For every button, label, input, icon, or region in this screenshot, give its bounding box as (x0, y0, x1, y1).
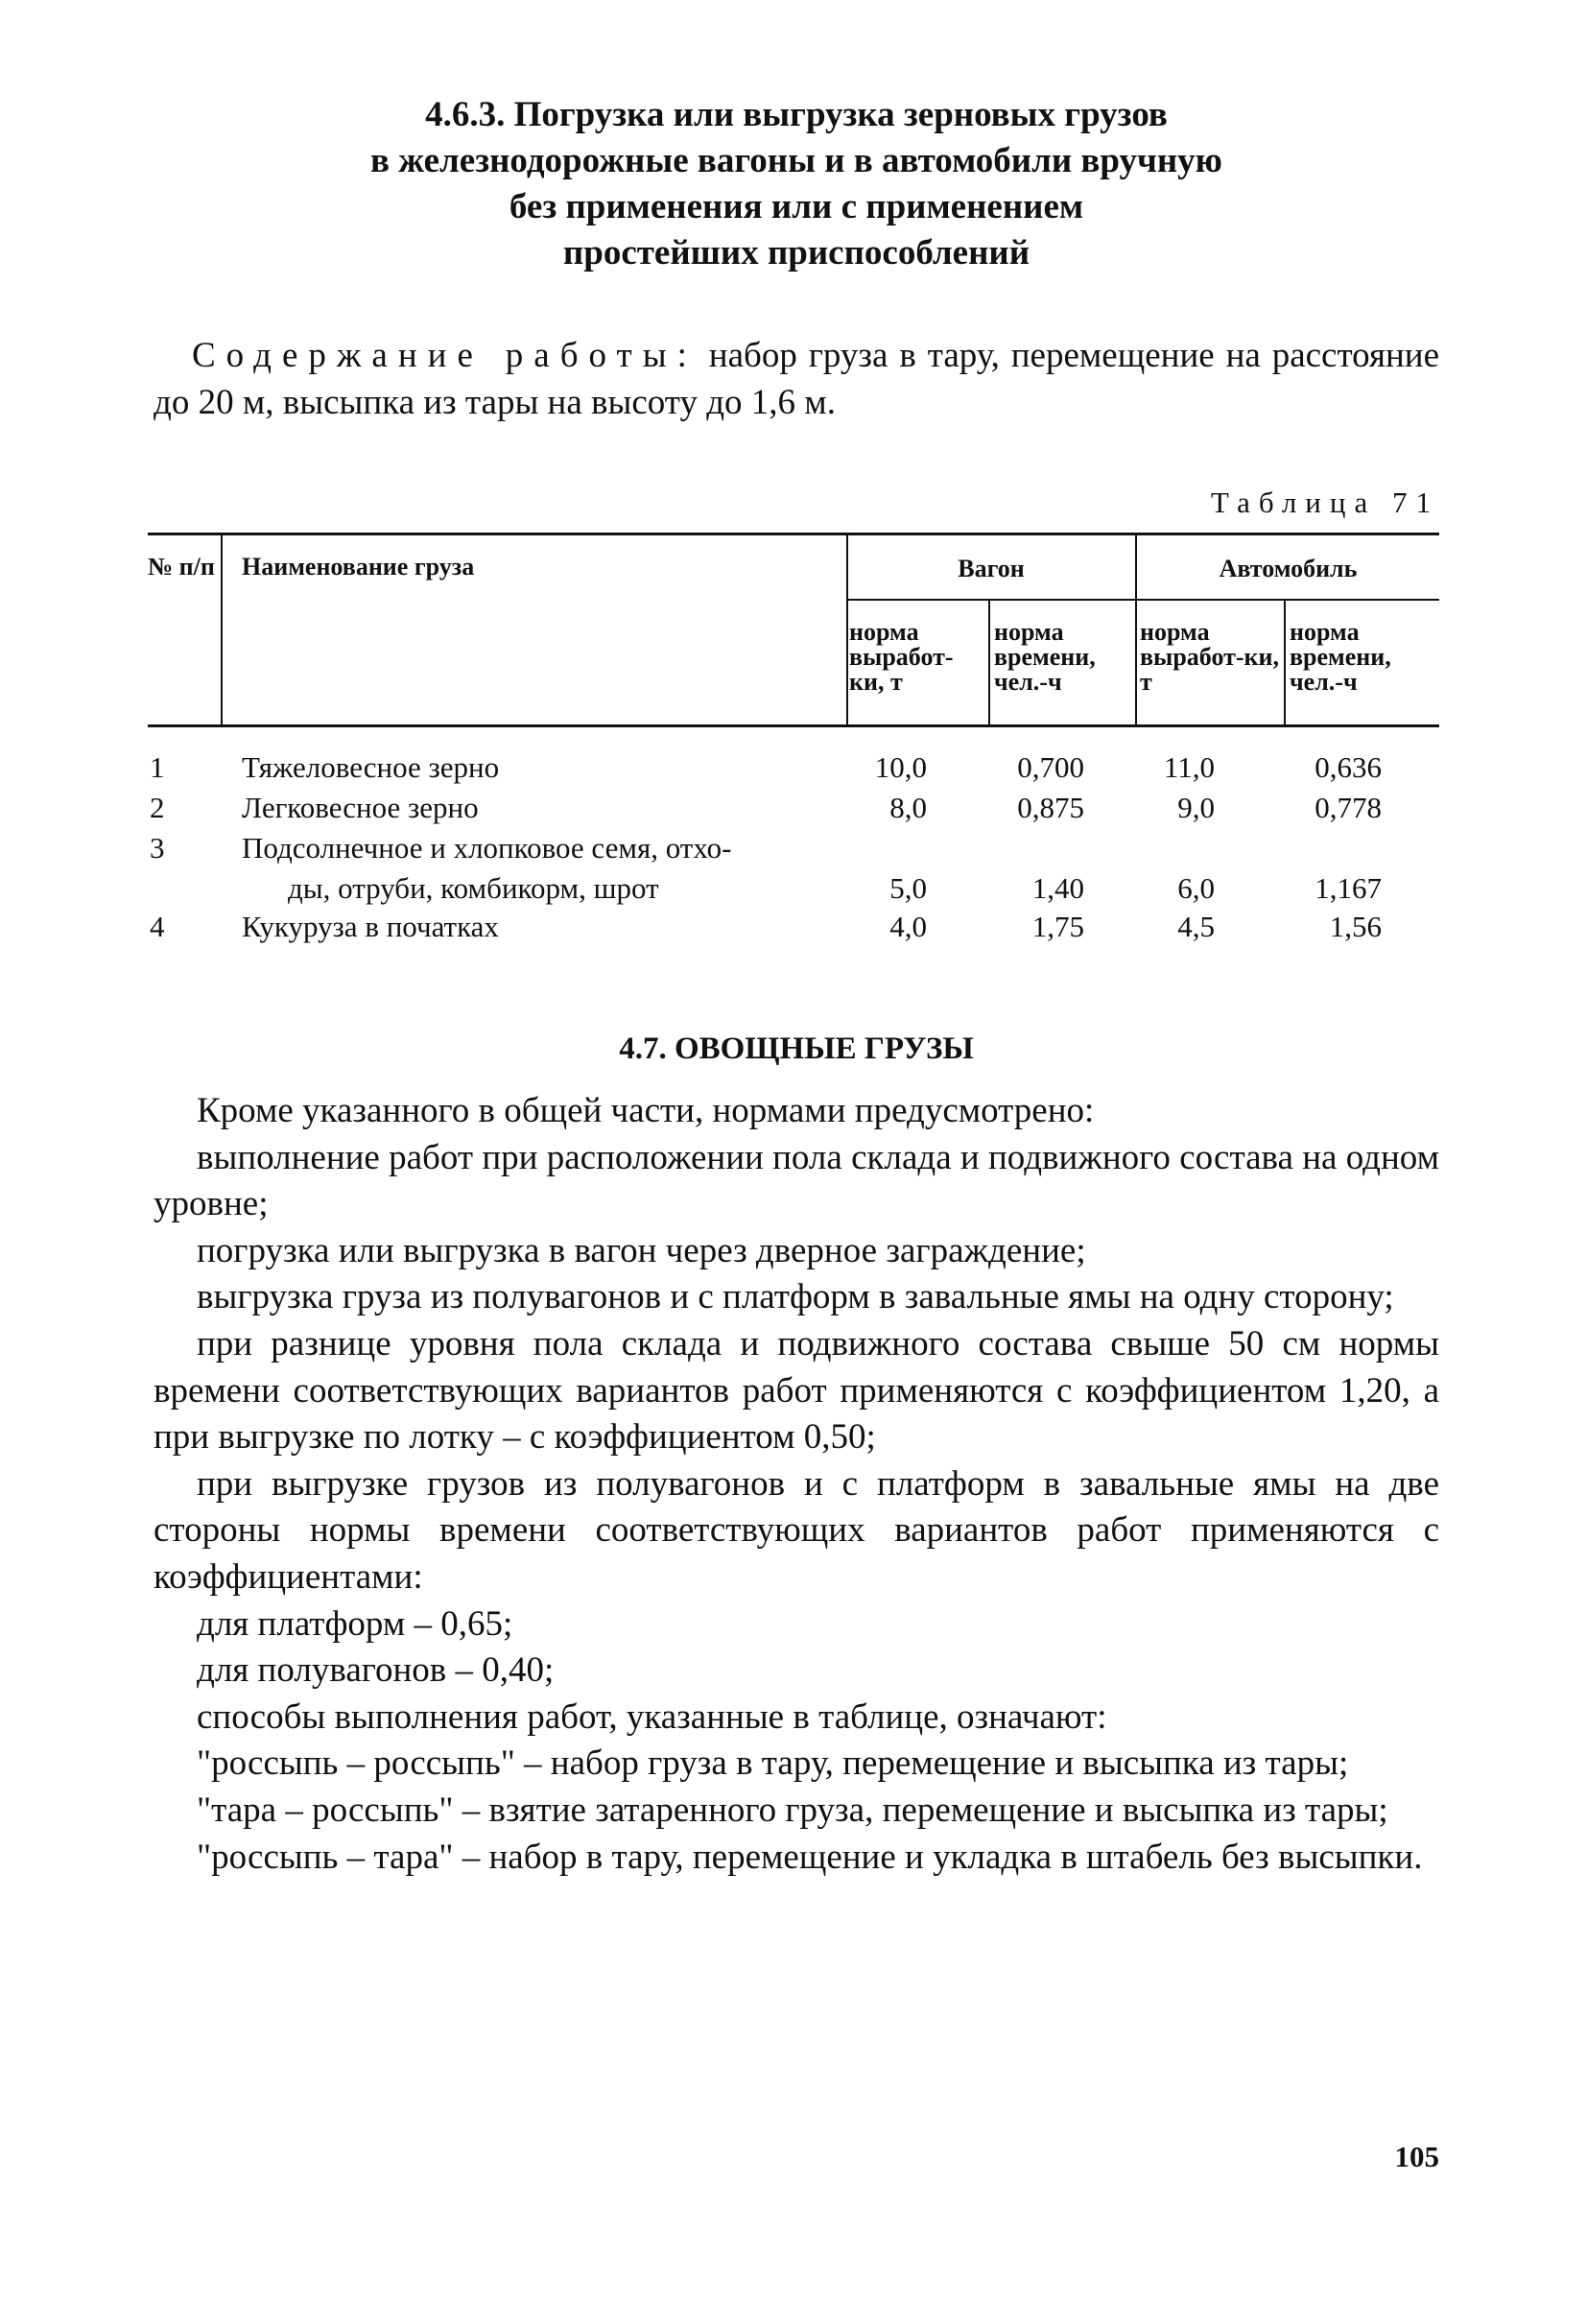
page-number: 105 (1394, 2140, 1439, 2173)
row-auto-time: 1,56 (1329, 910, 1382, 943)
row-wagon-time: 1,40 (1031, 871, 1084, 905)
header-num: № п/п (148, 553, 215, 581)
paragraph: для полувагонов – 0,40; (197, 1650, 555, 1691)
paragraph: выгрузка груза из полувагонов и с платформ в завальные ямы на одну сторону; (197, 1277, 1394, 1317)
body-text (154, 1088, 1439, 1881)
paragraph: "россыпь – тара" – набор в тару, перемещение и укладка в штабель без высыпки. (197, 1837, 1423, 1877)
paragraph: способы выполнения работ, указанные в таблице, означают: (197, 1696, 1107, 1737)
header-norm-time-wagon: норма времени, чел.-ч (994, 618, 1096, 696)
paragraph: для платформ – 0,65; (197, 1603, 513, 1644)
heading-line: без применения или с применением (509, 187, 1084, 226)
work-content-label: Содержание работы: (192, 336, 698, 375)
row-wagon-time: 0,700 (1017, 750, 1084, 784)
row-num: 3 (150, 831, 165, 865)
row-auto-time: 1,167 (1315, 871, 1382, 905)
paragraph: выполнение работ при расположении пола склада и подвижного состава на одном уровне; (154, 1137, 1439, 1224)
section-title: 4.7. ОВОЩНЫЕ ГРУЗЫ (619, 1032, 974, 1066)
table-group-rule (846, 599, 1439, 601)
row-num: 4 (150, 910, 165, 943)
paragraph: при выгрузке грузов из полувагонов и с платформ в завальные ямы на две стороны нормы времени соответствующих вариантов работ применяются с коэффициентами: (154, 1463, 1439, 1597)
paragraph: "россыпь – россыпь" – набор груза в тару, перемещение и высыпка из тары; (197, 1743, 1349, 1784)
row-wagon-output: 5,0 (889, 871, 927, 905)
header-norm-time-auto: норма времени, чел.-ч (1290, 618, 1391, 696)
row-auto-time: 0,778 (1315, 791, 1382, 824)
work-content-paragraph (154, 332, 1439, 426)
work-content-text: набор груза в тару, перемещение на расстояние до 20 м, высыпка из тары на высоту до 1,6 м. (154, 336, 1439, 422)
table-label: Таблица 71 (1210, 486, 1439, 519)
header-group-wagon: Вагон (958, 555, 1025, 582)
paragraph: при разнице уровня пола склада и подвижного состава свыше 50 см нормы времени соответствующих вариантов работ применяются с коэффициентом 1,20, а при выгрузке по лотку – с коэффициентом 0,50; (154, 1323, 1439, 1458)
row-wagon-time: 1,75 (1031, 910, 1084, 943)
row-wagon-output: 10,0 (874, 750, 927, 784)
row-num: 1 (150, 750, 165, 784)
heading-line: в железнодорожные вагоны и в автомобили вручную (370, 141, 1222, 180)
table-col-divider (988, 599, 990, 724)
header-norm-output-wagon: норма выработ-ки, т (849, 618, 954, 696)
table-header-bottom-rule (148, 724, 1439, 727)
header-norm-output-auto: норма выработ-ки, т (1140, 618, 1280, 696)
paragraph: погрузка или выгрузка в вагон через дверное заграждение; (197, 1230, 1086, 1270)
row-name: Кукуруза в початках (242, 910, 499, 943)
table-col-divider (221, 533, 223, 724)
row-wagon-output: 8,0 (889, 791, 927, 824)
table-col-divider (1284, 599, 1286, 724)
row-name: Тяжеловесное зерно (242, 750, 500, 784)
row-wagon-time: 0,875 (1017, 791, 1084, 824)
table-top-rule (148, 533, 1439, 535)
header-group-auto: Автомобиль (1219, 555, 1358, 582)
row-auto-output: 6,0 (1177, 871, 1215, 905)
heading-line: простейших приспособлений (562, 233, 1030, 273)
row-name: Подсолнечное и хлопковое семя, отхо- (242, 831, 732, 865)
paragraph: Кроме указанного в общей части, нормами предусмотрено: (197, 1091, 1095, 1130)
heading-line: 4.6.3. Погрузка или выгрузка зерновых грузов (425, 95, 1168, 134)
section-heading (154, 92, 1439, 276)
row-num: 2 (150, 791, 165, 824)
row-auto-output: 4,5 (1177, 910, 1215, 943)
row-auto-time: 0,636 (1315, 750, 1382, 784)
row-name: Легковесное зерно (242, 791, 479, 824)
row-auto-output: 9,0 (1177, 791, 1215, 824)
row-auto-output: 11,0 (1163, 750, 1215, 784)
row-wagon-output: 4,0 (889, 910, 927, 943)
row-name-continued: ды, отруби, комбикорм, шрот (288, 871, 659, 905)
paragraph: "тара – россыпь" – взятие затаренного груза, перемещение и высыпка из тары; (197, 1790, 1388, 1830)
header-name: Наименование груза (242, 553, 475, 581)
